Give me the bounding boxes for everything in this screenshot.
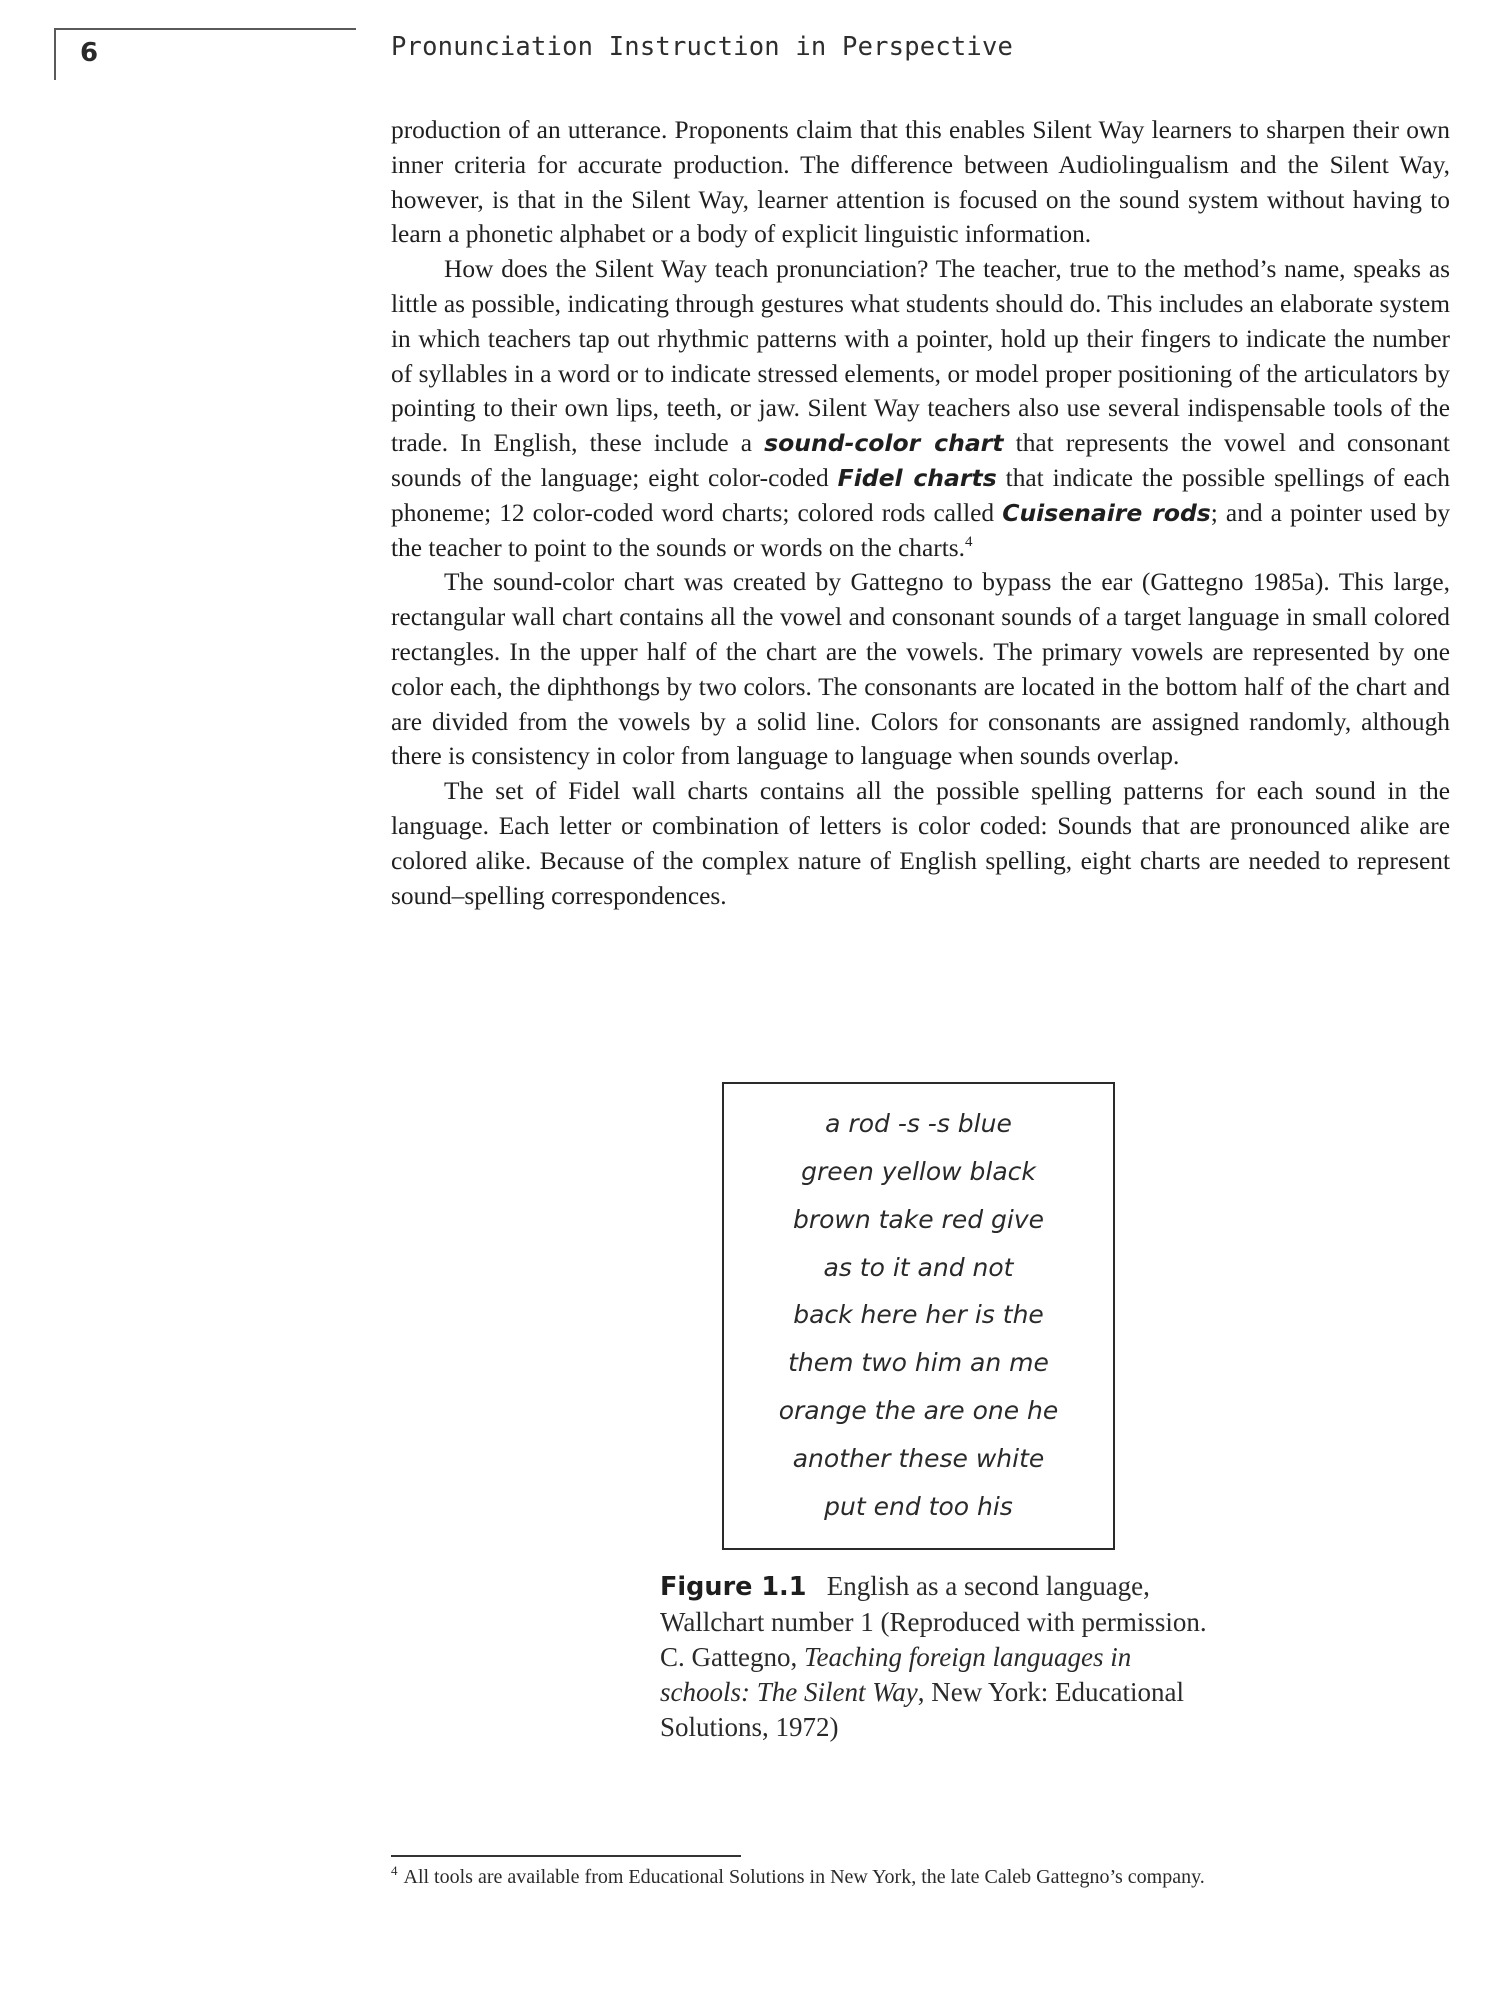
term-cuisenaire-rods: Cuisenaire rods: [1002, 498, 1211, 527]
footnote-rule: [391, 1855, 741, 1857]
paragraph-2-text-d: ; and a pointer used by the teacher to point to the sounds or words on the charts.: [391, 498, 1451, 562]
paragraph-4: The set of Fidel wall charts contains all the possible spelling patterns for each sound in the language. Each letter or combination of letters is color coded: Sounds that are pronounced alike are colored alike. Because of the complex nature of English spelling, eight charts are needed to represent sound–spelling correspondences.: [391, 777, 1450, 910]
figure-label: Figure 1.1: [660, 1572, 807, 1602]
wallchart-row: back here her is the: [793, 1300, 1044, 1330]
wallchart-row: as to it and not: [823, 1252, 1014, 1282]
running-head: Pronunciation Instruction in Perspective: [391, 32, 1014, 62]
term-sound-color-chart: sound-color chart: [764, 429, 1004, 458]
paragraph-1: production of an utterance. Proponents claim that this enables Silent Way learners to sharpen their own inner criteria for accurate production. The difference between Audiolingualism and the Silent Way, however, is that in the Silent Way, learner attention is focused on the sound system without having to learn a phonetic alphabet or a body of explicit linguistic information.: [391, 116, 1450, 249]
paragraph-2-text-c: that indicate the possible spellings of each phoneme; 12 color-coded word charts; colored rods called: [391, 463, 1450, 527]
footnote-reference[interactable]: 4: [964, 533, 973, 550]
body-text: [391, 113, 1450, 913]
wallchart-figure: [722, 1082, 1115, 1550]
page-number: 6: [80, 38, 99, 68]
wallchart-row: a rod -s -s blue: [825, 1108, 1012, 1138]
paragraph-2-text-b: that represents the vowel and consonant sounds of the language; eight color-coded: [391, 429, 1450, 492]
wallchart-row: green yellow black: [801, 1156, 1036, 1186]
wallchart-row: orange the are one he: [778, 1396, 1059, 1426]
caption-text-a: English as a second language, Wallchart number 1 (Reproduced with permission. C. Gattegno,: [660, 1571, 1207, 1672]
paragraph-2-text-a: How does the Silent Way teach pronunciation? The teacher, true to the method’s name, speaks as little as possible, indicating through gestures what students should do. This includes an elaborate system in which teachers tap out rhythmic patterns with a pointer, hold up their fingers to indicate the number of syllables in a word or to indicate stressed elements, or model proper positioning of the articulators by pointing to their own lips, teeth, or jaw. Silent Way teachers also use several indispensable tools of the trade. In English, these include a: [391, 255, 1450, 458]
wallchart-row: brown take red give: [792, 1204, 1045, 1234]
footnote-text: All tools are available from Educational Solutions in New York, the late Caleb Gattegno’s company.: [403, 1866, 1205, 1888]
caption-book-title: Teaching foreign languages in schools: The Silent Way: [660, 1642, 1132, 1707]
caption-text-b: , New York: Educational Solutions, 1972): [660, 1677, 1184, 1742]
term-fidel-charts: Fidel charts: [837, 463, 997, 492]
wallchart-row: put end too his: [824, 1492, 1013, 1522]
figure-caption: [660, 1569, 1220, 1745]
wallchart-row: them two him an me: [788, 1348, 1049, 1378]
footnote: [391, 1864, 1491, 1890]
header-rule: [54, 28, 356, 30]
footnote-number: 4: [391, 1863, 398, 1878]
wallchart-row: another these white: [792, 1444, 1045, 1474]
paragraph-3: The sound-color chart was created by Gattegno to bypass the ear (Gattegno 1985a). This large, rectangular wall chart contains all the vowel and consonant sounds of a target language in small colored rectangles. In the upper half of the chart are the vowels. The primary vowels are represented by one color each, the diphthongs by two colors. The consonants are located in the bottom half of the chart and are divided from the vowels by a solid line. Colors for consonants are assigned randomly, although there is consistency in color from language to language when sounds overlap.: [391, 568, 1450, 771]
header-side-rule: [54, 28, 56, 80]
paragraph-2: [391, 252, 1450, 565]
